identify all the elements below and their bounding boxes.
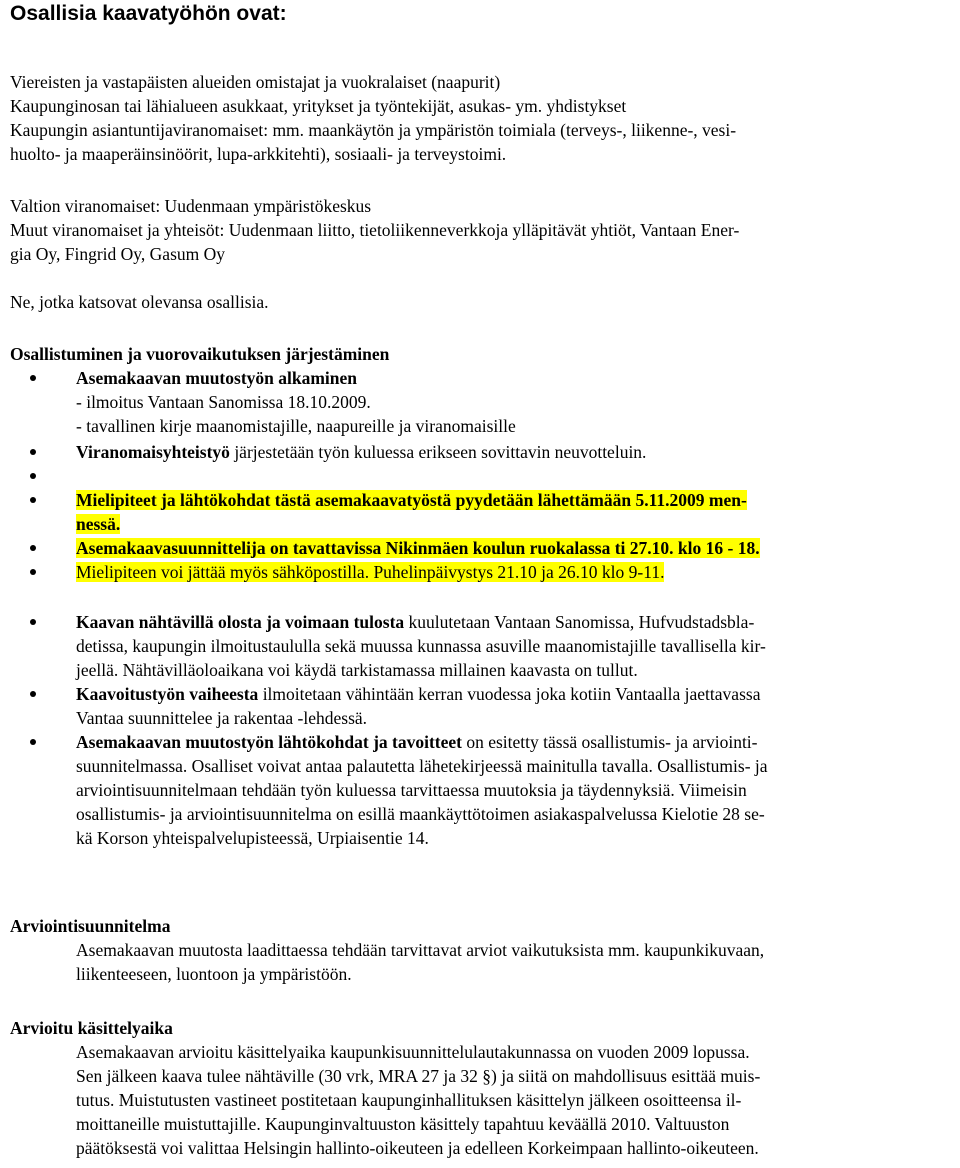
bullet-icon bbox=[30, 473, 36, 479]
paragraph-line: Sen jälkeen kaava tulee nähtäville (30 vrk, MRA 27 ja 32 §) ja siitä on mahdollisuus esittää muis- bbox=[76, 1066, 761, 1086]
list-item bbox=[10, 682, 950, 730]
viranomaiset-section bbox=[10, 194, 950, 266]
list-item-text: osallistumis- ja arviointisuunnitelma on esillä maankäyttötoimen asiakaspalvelussa Kielotie 28 se- bbox=[76, 804, 765, 824]
list-item-text: kä Korson yhteispalvelupisteessä, Urpiaisentie 14. bbox=[76, 828, 429, 848]
osallistuminen-section bbox=[10, 342, 950, 850]
arviointi-section bbox=[10, 914, 950, 986]
list-item-text: detissa, kaupungin ilmoitustaululla sekä muussa kunnassa asuville maanomistajille tavallisella kir- bbox=[76, 636, 766, 656]
list-item bbox=[10, 366, 950, 438]
list-item-bold: Asemakaavan muutostyön lähtökohdat ja tavoitteet bbox=[76, 732, 462, 752]
osalliset-line: Kaupunginosan tai lähialueen asukkaat, yritykset ja työntekijät, asukas- ym. yhdistykset bbox=[10, 96, 627, 116]
bullet-icon bbox=[30, 375, 36, 381]
list-item-text bbox=[76, 610, 950, 634]
paragraph-line: moittaneille muistuttajille. Kaupunginvaltuuston käsittely tapahtuu keväällä 2010. Valtuuston bbox=[76, 1114, 730, 1134]
paragraph-line: päätöksestä voi valittaa Helsingin hallinto-oikeuteen ja edelleen Korkeimpaan hallinto-oikeuteen. bbox=[76, 1138, 759, 1158]
list-item-text bbox=[76, 512, 950, 536]
bullet-icon bbox=[30, 691, 36, 697]
list-item bbox=[10, 488, 950, 536]
list-item-empty bbox=[10, 464, 950, 488]
kasittelyaika-heading: Arvioitu käsittelyaika bbox=[10, 1018, 173, 1038]
muut-viranomaiset-line: Muut viranomaiset ja yhteisöt: Uudenmaan liitto, tietoliikenneverkkoja ylläpitävät yhtiöt, Vantaan Ener- bbox=[10, 220, 740, 240]
list-item-rest: ilmoitetaan vähintään kerran vuodessa joka kotiin Vantaalla jaettavassa bbox=[258, 684, 761, 704]
paragraph-line: tutus. Muistutusten vastineet postitetaan kaupunginhallituksen käsittelyn jälkeen osoitteensa il- bbox=[76, 1090, 742, 1110]
kasittelyaika-section bbox=[10, 1016, 950, 1160]
highlighted-text: Mielipiteet ja lähtökohdat tästä asemakaavatyöstä pyydetään lähettämään 5.11.2009 men- bbox=[76, 490, 747, 510]
bullet-icon bbox=[30, 497, 36, 503]
list-item-rest: on esitetty tässä osallistumis- ja arviointi- bbox=[461, 732, 758, 752]
list-item bbox=[10, 536, 950, 560]
paragraph-line: Asemakaavan arvioitu käsittelyaika kaupunkisuunnittelulautakunnassa on vuoden 2009 lopussa. bbox=[76, 1042, 750, 1062]
bullet-icon bbox=[30, 449, 36, 455]
osalliset-line: Viereisten ja vastapäisten alueiden omistajat ja vuokralaiset (naapurit) bbox=[10, 72, 501, 92]
list-item-bold: Kaavan nähtävillä olosta ja voimaan tulosta bbox=[76, 612, 405, 632]
osallistuminen-heading: Osallistuminen ja vuorovaikutuksen järjestäminen bbox=[10, 344, 390, 364]
bullet-icon bbox=[30, 545, 36, 551]
list-item bbox=[10, 610, 950, 682]
page-title: Osallisia kaavatyöhön ovat: bbox=[10, 2, 287, 25]
list-item-text: suunnitelmassa. Osalliset voivat antaa palautetta lähetekirjeessä mainitulla tavalla. Osallistumis- ja bbox=[76, 756, 768, 776]
osalliset-section bbox=[10, 70, 950, 166]
list-item-text: Vantaa suunnittelee ja rakentaa -lehdessä. bbox=[76, 708, 368, 728]
list-item-rest: järjestetään työn kuluessa erikseen sovittavin neuvotteluin. bbox=[229, 442, 647, 462]
muut-viranomaiset-line: gia Oy, Fingrid Oy, Gasum Oy bbox=[10, 244, 226, 264]
list-item-text bbox=[76, 536, 950, 560]
highlighted-text: Asemakaavasuunnittelija on tavattavissa Nikinmäen koulun ruokalassa ti 27.10. klo 16 - 18. bbox=[76, 538, 760, 558]
list-item-text: - tavallinen kirje maanomistajille, naapureille ja viranomaisille bbox=[76, 416, 516, 436]
paragraph-line: liikenteeseen, luontoon ja ympäristöön. bbox=[76, 964, 352, 984]
bullet-icon bbox=[30, 739, 36, 745]
paragraph-line: Asemakaavan muutosta laadittaessa tehdään tarvittavat arviot vaikutuksista mm. kaupunkikuvaan, bbox=[76, 940, 765, 960]
highlighted-text: Mielipiteen voi jättää myös sähköpostilla. Puhelinpäivystys 21.10 ja 26.10 klo 9-11. bbox=[76, 562, 665, 582]
ne-jotka-line: Ne, jotka katsovat olevansa osallisia. bbox=[10, 292, 269, 312]
list-item bbox=[10, 730, 950, 850]
list-item-bold: Kaavoitustyön vaiheesta bbox=[76, 684, 259, 704]
list-item-text bbox=[76, 730, 950, 754]
osalliset-line: huolto- ja maaperäinsinöörit, lupa-arkkitehti), sosiaali- ja terveystoimi. bbox=[10, 144, 507, 164]
arviointi-heading: Arviointisuunnitelma bbox=[10, 916, 171, 936]
valtion-viranomaiset: Valtion viranomaiset: Uudenmaan ympäristökeskus bbox=[10, 196, 372, 216]
list-item-bold: Viranomaisyhteistyö bbox=[76, 442, 230, 462]
list-item-text: arviointisuunnitelmaan tehdään työn kuluessa tarvittaessa muutoksia ja täydennyksiä. Viimeisin bbox=[76, 780, 747, 800]
list-item-text bbox=[76, 560, 950, 584]
list-item-text bbox=[76, 682, 950, 706]
list-item bbox=[10, 560, 950, 584]
list-item-text: - ilmoitus Vantaan Sanomissa 18.10.2009. bbox=[76, 392, 371, 412]
osalliset-line: Kaupungin asiantuntijaviranomaiset: mm. maankäytön ja ympäristön toimiala (terveys-, liikenne-, vesi- bbox=[10, 120, 737, 140]
bullet-icon bbox=[30, 569, 36, 575]
list-item-text: jeellä. Nähtävilläoloaikana voi käydä tarkistamassa millainen kaavasta on tullut. bbox=[76, 660, 638, 680]
bullet-icon bbox=[30, 619, 36, 625]
list-item-rest: kuulutetaan Vantaan Sanomissa, Hufvudstadsbla- bbox=[404, 612, 755, 632]
list-item-text bbox=[76, 440, 950, 464]
list-item-text: Asemakaavan muutostyön alkaminen bbox=[76, 368, 358, 388]
list-item bbox=[10, 440, 950, 464]
list-item-text bbox=[76, 488, 950, 512]
highlighted-text: nessä. bbox=[76, 514, 121, 534]
